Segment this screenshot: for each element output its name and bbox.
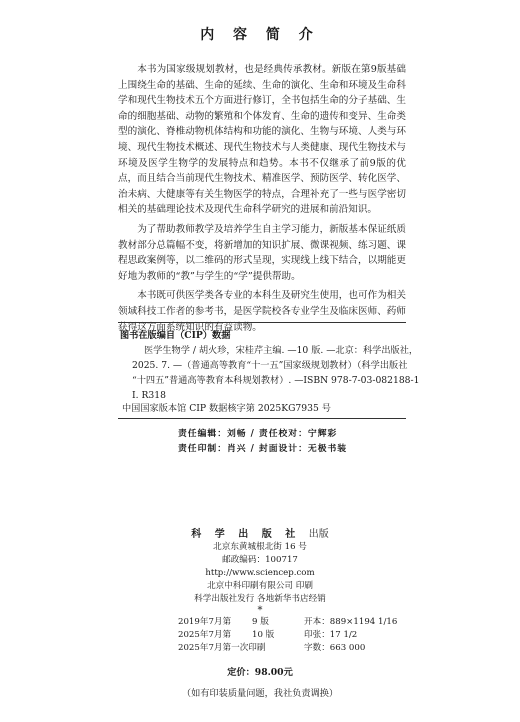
cip-bottom-rule <box>118 418 406 419</box>
quality-note: （如有印装质量问题，我社负责调换） <box>181 688 339 699</box>
printer-line: 北京中科印刷有限公司 印刷 <box>207 581 313 591</box>
publisher-website: http://www.sciencep.com <box>205 568 315 578</box>
edition-number: 10 版 <box>252 630 275 640</box>
separator-star: * <box>257 605 263 616</box>
edition-date: 2019年7月第 <box>178 617 232 627</box>
edition-date: 2025年7月第一次印刷 <box>178 643 266 653</box>
cip-line-3: “十四五”普通高等教育本科规划教材）. —ISBN 978-7-03-082188-1 <box>132 375 420 386</box>
introduction-text <box>118 62 406 337</box>
price: 定价：98.00元 <box>227 667 293 678</box>
edition-table <box>178 616 397 655</box>
edition-row <box>178 642 397 655</box>
publisher-name-line <box>0 528 520 541</box>
publisher-address: 北京东黄城根北街 16 号 <box>213 542 307 552</box>
edition-row <box>178 616 397 629</box>
distributor-line: 科学出版社发行 各地新华书店经销 <box>194 594 326 604</box>
edition-row <box>178 629 397 642</box>
cip-line-4: Ⅰ. R318 <box>132 390 166 401</box>
publisher-block <box>0 528 520 616</box>
cip-line-5: 中国国家版本馆 CIP 数据核字第 2025KG7935 号 <box>122 403 331 414</box>
edition-spec: 字数：663 000 <box>304 643 366 653</box>
intro-paragraph-2: 为了帮助教师教学及培养学生自主学习能力，新版基本保证纸质教材部分总篇幅不变，将新增加的知识扩展、微课视频、练习题、课程思政案例等，以二维码的形式呈现，实现线上线下结合，以期能更好地为教师的“教”与学生的“学”提供帮助。 <box>118 223 406 282</box>
editors-line-1: 责任编辑：刘畅 / 责任校对：宁辉彩 <box>178 429 338 439</box>
edition-date: 2025年7月第 <box>178 630 232 640</box>
edition-spec: 印张：17 1/2 <box>304 630 358 640</box>
cip-top-rule <box>118 322 406 323</box>
edition-spec: 开本：889×1194 1/16 <box>304 617 398 627</box>
cip-line-1: 医学生物学 / 胡火珍，宋桂芹主编. —10 版. —北京：科学出版社， <box>144 345 419 356</box>
publisher-name: 科 学 出 版 社 <box>191 529 301 540</box>
page-title: 内 容 简 介 <box>200 27 320 43</box>
editors-line-2: 责任印制：肖兴 / 封面设计：无极书装 <box>178 444 348 454</box>
cip-line-2: 2025. 7. —（普通高等教育“十一五”国家级规划教材）（科学出版社 <box>132 360 408 371</box>
intro-paragraph-1: 本书为国家级规划教材，也是经典传承教材。新版在第9版基础上围绕生命的基础、生命的延续、生命的演化、生命和环境及生命科学和现代生物技术五个方面进行修订，全书包括生命的分子基础、生命的细胞基础、动物的繁殖和个体发育、生命的遗传和变异、生命类型的演化、脊椎动物机体结构和功能的演化、生物与环境、人类与环境、现代生物技术概述、现代生物技术与人类健康、现代生物技术与环境及医学生物学的发展特点和趋势。本书不仅继承了前9版的优点，而且结合当前现代生物技术、精准医学、预防医学、转化医学、治未病、大健康等有关生物医学的特点，合理补充了一些与医学密切相关的基础理论技术及现代生命科学研究的进展和前沿知识。 <box>118 64 406 216</box>
publisher-suffix: 出版 <box>308 529 329 540</box>
edition-number: 9 版 <box>252 617 269 627</box>
intro-paragraph-3: 本书既可供医学类各专业的本科生及研究生使用，也可作为相关领域科技工作者的参考书，是医学院校各专业学生及临床医师、药师获得这方面系统知识的有益读物。 <box>118 290 406 333</box>
publisher-postcode: 邮政编码：100717 <box>222 555 298 565</box>
cip-heading: 图书在版编目（CIP）数据 <box>120 330 231 341</box>
